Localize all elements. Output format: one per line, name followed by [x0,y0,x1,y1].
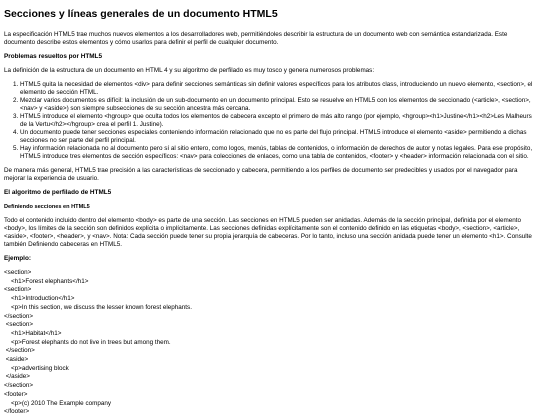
list-item: 3. HTML5 introduce el elemento <hgroup> que oculta todos los elementos de cabecera excepto el primero de más alto rango (por ejemplo, <hgroup><h1>Justine</h1><h2>Les Malheurs de la Vertu</h2></hgroup> crea el perfil 1. Justine). [20,113,536,129]
problems-heading: Problemas resueltos por HTML5 [4,53,103,60]
defining-sections-paragraph: Todo el contenido incluido dentro del elemento <body> es parte de una sección. Las secciones en HTML5 pueden ser anidadas. Además de la sección principal, definida por el elemento <body>, los límites de la sección son definidos explícita o implícitamente. Las secciones definidas explícitamente son el contenido definido en las etiquetas <body>, <section>, <article>, <aside>, <footer>, <header>, y <nav>. Nota: Cada sección puede tener su propia jerarquía de cabeceras. Por lo tanto, incluso una sección anidada puede tener un elemento <h1>. Consulte también Definiendo cabeceras en HTML5. [4,217,532,248]
list-item: 1. HTML5 quita la necesidad de elementos <div> para definir secciones semánticas sin definir valores específicos para los atributos class, introduciendo un nuevo elemento, <section>, el elemento de sección HTML. [20,81,536,97]
list-item: 2. Mezclar varios documentos es difícil: la inclusión de un sub-documento en un documento principal. Esto se resuelve en HTML5 con los elementos de seccionado (<article>, <section>, <nav> y <aside>) son siempre subsecciones de su sección ancestra más cercana. [20,97,536,113]
list-item: 4. Un documento puede tener secciones especiales conteniendo información relacionado que no es parte del flujo principal. HTML5 introduce el elemento <aside> permitiendo a dichas secciones no ser parte del perfil principal. [20,129,536,145]
page-title: Secciones y líneas generales de un documento HTML5 [4,8,278,20]
example-code-block: <section> <h1>Forest elephants</h1> <section> <h1>Introduction</h1> <p>In this section, we discuss the lesser known forest elephants. </section> <section> <h1>Habitat</h1> <p>Forest elephants do not live in trees but among them. </section> <aside> <p>advertising block </aside> </section> <footer> <p>(c) 2010 The Example company </footer> [4,269,192,416]
defining-sections-heading: Definiendo secciones en HTML5 [4,204,90,210]
example-heading: Ejemplo: [4,255,31,262]
problems-list [4,81,536,161]
algorithm-heading: El algoritmo de perfilado de HTML5 [4,189,112,196]
problems-intro-paragraph: La definición de la estructura de un documento en HTML 4 y su algoritmo de perfilado es muy tosco y genera numerosos problemas: [4,67,375,74]
summary-paragraph: De manera más general, HTML5 trae precisión a las características de seccionado y cabecera, permitiendo a los perfiles de documento ser predecibles y usados por el navegador para mejorar la experiencia de usuario. [4,167,518,182]
intro-paragraph: La especificación HTML5 trae muchos nuevos elementos a los desarrolladores web, permitiéndoles describir la estructura de un documento web con semántica estandarizada. Este documento describe estos elementos y cómo usarlos para definir el perfil de cualquier documento. [4,31,508,46]
list-item: 5. Hay información relacionada no al documento pero sí al sitio entero, como logos, menús, tablas de contenidos, o información de derechos de autor y notas legales. Para ese propósito, HTML5 introduce tres elementos de sección específicos: <nav> para colecciones de enlaces, como una tabla de contenidos, <footer> y <header> información relacionada con el sitio. [20,145,536,161]
